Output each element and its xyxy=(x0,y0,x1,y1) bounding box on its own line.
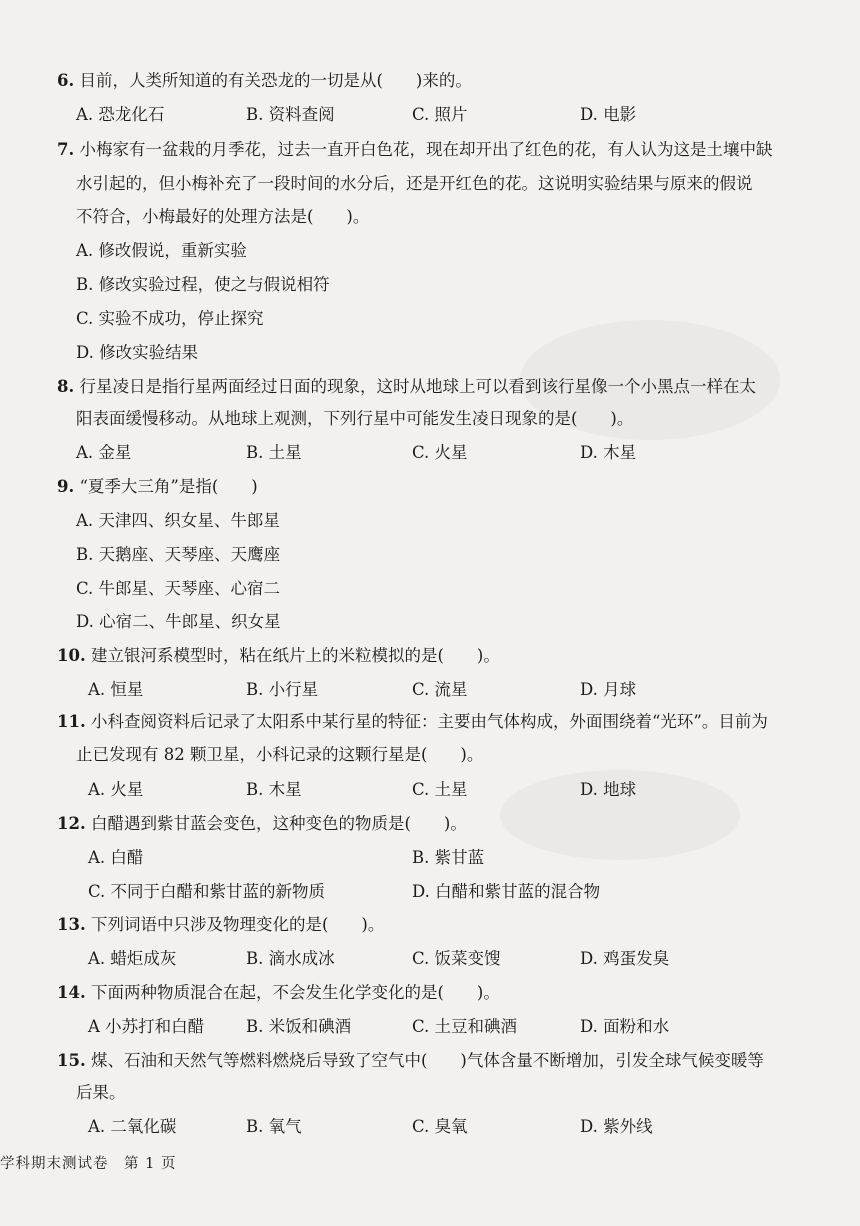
question-text: 后果。 xyxy=(76,1083,126,1102)
question-text: 煤、石油和天然气等燃料燃烧后导致了空气中( )气体含量不断增加，引发全球气候变暖等 xyxy=(90,1051,764,1070)
question-11 xyxy=(57,708,768,732)
question-number: 10. xyxy=(57,646,86,665)
option-c: C. 臭氧 xyxy=(412,1117,468,1136)
option-a: A. 修改假说，重新实验 xyxy=(76,241,247,260)
question-number: 14. xyxy=(57,983,86,1002)
option-b: B. 氧气 xyxy=(246,1117,302,1136)
option-d: D. 木星 xyxy=(580,443,637,462)
question-7 xyxy=(57,136,772,160)
option-b: B. 滴水成冰 xyxy=(246,949,335,968)
option-c: C. 照片 xyxy=(412,105,468,124)
question-number: 15. xyxy=(57,1051,86,1070)
option-d: D. 心宿二、牛郎星、织女星 xyxy=(76,612,281,631)
option-b: B. 木星 xyxy=(246,780,302,799)
question-6 xyxy=(57,67,472,91)
question-text: 行星凌日是指行星两面经过日面的现象，这时从地球上可以看到该行星像一个小黑点一样在太 xyxy=(79,377,756,396)
option-c: C. 牛郎星、天琴座、心宿二 xyxy=(76,579,281,598)
question-text: 小科查阅资料后记录了太阳系中某行星的特征：主要由气体构成，外面围绕着“光环”。目前为 xyxy=(90,712,768,731)
option-c: C. 饭菜变馊 xyxy=(412,949,501,968)
page-footer: 学科期末测试卷 第 1 页 xyxy=(0,1156,177,1172)
option-a: A. 金星 xyxy=(76,443,132,462)
option-d: D. 电影 xyxy=(580,105,637,124)
option-c: C. 流星 xyxy=(412,680,468,699)
question-text: 目前，人类所知道的有关恐龙的一切是从( )来的。 xyxy=(79,71,472,90)
option-b: B. 小行星 xyxy=(246,680,319,699)
question-number: 11. xyxy=(57,712,86,731)
option-b: B. 紫甘蓝 xyxy=(412,848,485,867)
option-a: A. 蜡炬成灰 xyxy=(88,949,177,968)
question-number: 9. xyxy=(57,477,75,496)
question-text: 建立银河系模型时，粘在纸片上的米粒模拟的是( )。 xyxy=(90,646,500,665)
question-15 xyxy=(57,1047,764,1071)
option-a: A. 火星 xyxy=(88,780,144,799)
option-d: D. 白醋和紫甘蓝的混合物 xyxy=(412,882,601,901)
question-10 xyxy=(57,642,500,666)
question-text: 下列词语中只涉及物理变化的是( )。 xyxy=(90,915,385,934)
question-number: 6. xyxy=(57,71,75,90)
option-d: D. 修改实验结果 xyxy=(76,343,199,362)
option-d: D. 地球 xyxy=(580,780,637,799)
question-13 xyxy=(57,911,384,935)
question-text: 下面两种物质混合在起，不会发生化学变化的是( )。 xyxy=(90,983,500,1002)
option-a: A. 恐龙化石 xyxy=(76,105,165,124)
option-c: C. 实验不成功，停止探究 xyxy=(76,309,264,328)
question-text: 阳表面缓慢移动。从地球上观测，下列行星中可能发生凌日现象的是( )。 xyxy=(76,409,634,428)
question-text: 止已发现有 82 颗卫星，小科记录的这颗行星是( )。 xyxy=(76,745,484,764)
question-9 xyxy=(57,473,258,497)
option-a: A 小苏打和白醋 xyxy=(88,1017,205,1036)
option-c: C. 土豆和碘酒 xyxy=(412,1017,518,1036)
question-8 xyxy=(57,373,756,397)
question-text: “夏季大三角”是指( ) xyxy=(79,477,258,496)
question-text: 小梅家有一盆栽的月季花，过去一直开白色花，现在却开出了红色的花，有人认为这是土壤中缺 xyxy=(79,140,773,159)
option-c: C. 火星 xyxy=(412,443,468,462)
option-b: B. 米饭和碘酒 xyxy=(246,1017,352,1036)
option-b: B. 资料查阅 xyxy=(246,105,335,124)
option-b: B. 天鹅座、天琴座、天鹰座 xyxy=(76,545,281,564)
option-d: D. 鸡蛋发臭 xyxy=(580,949,670,968)
question-number: 12. xyxy=(57,814,86,833)
question-text: 水引起的，但小梅补充了一段时间的水分后，还是开红色的花。这说明实验结果与原来的假说 xyxy=(76,174,753,193)
option-d: D. 月球 xyxy=(580,680,637,699)
option-c: C. 不同于白醋和紫甘蓝的新物质 xyxy=(88,882,326,901)
option-a: A. 二氧化碳 xyxy=(88,1117,177,1136)
question-number: 8. xyxy=(57,377,75,396)
option-d: D. 面粉和水 xyxy=(580,1017,670,1036)
option-c: C. 土星 xyxy=(412,780,468,799)
option-a: A. 恒星 xyxy=(88,680,144,699)
question-text: 白醋遇到紫甘蓝会变色，这种变色的物质是( )。 xyxy=(90,814,467,833)
option-b: B. 修改实验过程，使之与假说相符 xyxy=(76,275,330,294)
question-number: 7. xyxy=(57,140,75,159)
question-12 xyxy=(57,810,467,834)
option-d: D. 紫外线 xyxy=(580,1117,653,1136)
option-a: A. 天津四、织女星、牛郎星 xyxy=(76,511,280,530)
question-number: 13. xyxy=(57,915,86,934)
question-text: 不符合，小梅最好的处理方法是( )。 xyxy=(76,207,370,226)
option-b: B. 土星 xyxy=(246,443,302,462)
option-a: A. 白醋 xyxy=(88,848,144,867)
question-14 xyxy=(57,979,500,1003)
